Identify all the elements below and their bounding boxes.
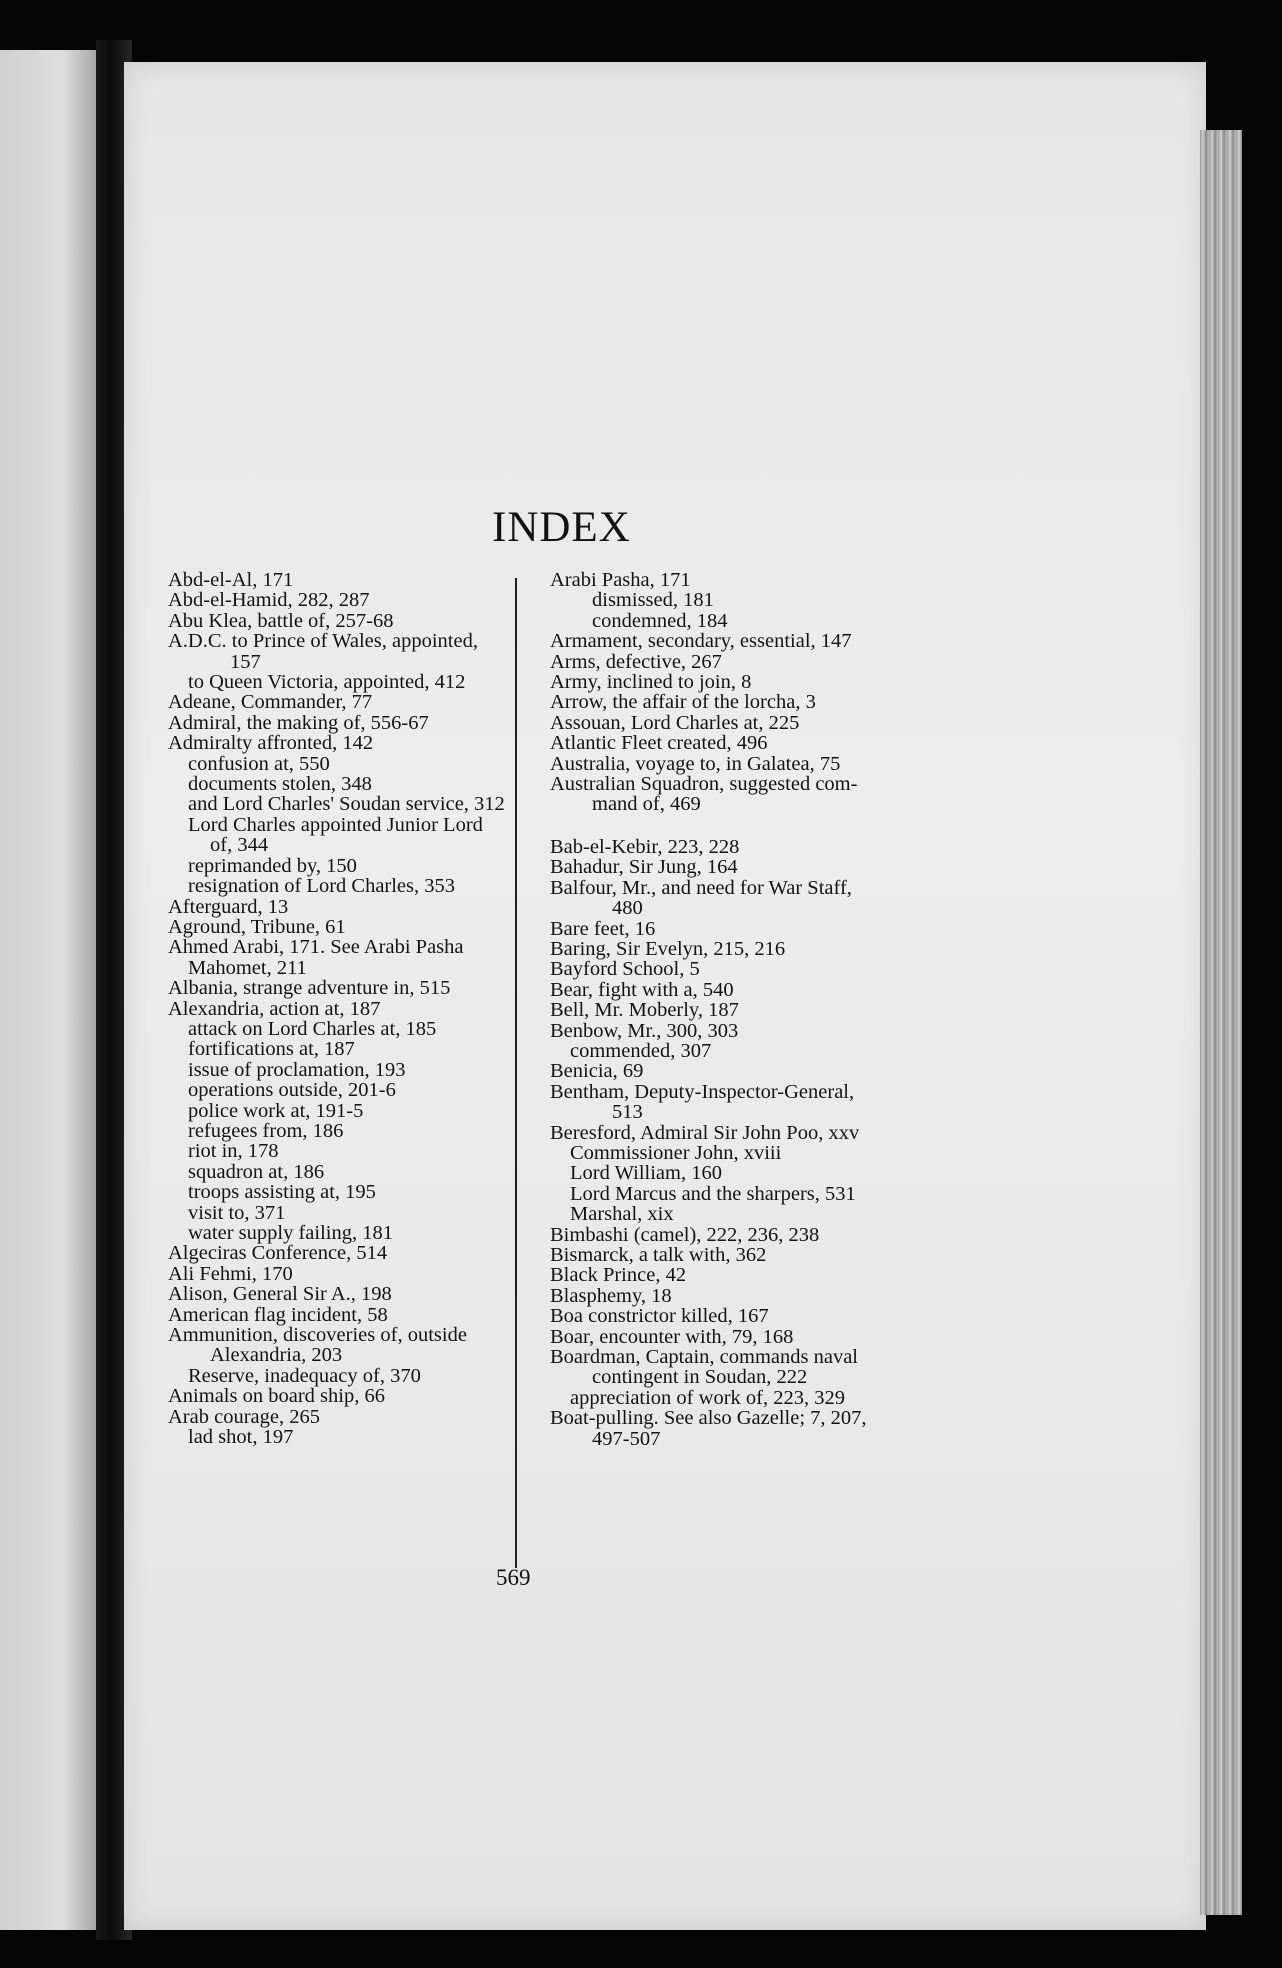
index-entry: Alexandria, 203 [210, 1344, 343, 1367]
index-entry: Ahmed Arabi, 171. See Arabi Pasha [168, 936, 464, 959]
index-entry: Assouan, Lord Charles at, 225 [550, 711, 800, 734]
index-entry: reprimanded by, 150 [188, 854, 357, 877]
index-entry: documents stolen, 348 [188, 773, 372, 796]
index-entry: of, 344 [210, 834, 269, 857]
index-entry: Alexandria, action at, 187 [168, 997, 381, 1020]
index-entry: Arab courage, 265 [168, 1405, 320, 1428]
index-entry: Reserve, inadequacy of, 370 [188, 1364, 421, 1387]
index-entry: fortifications at, 187 [188, 1038, 355, 1061]
index-entry: lad shot, 197 [188, 1426, 294, 1449]
index-entry: Black Prince, 42 [550, 1264, 687, 1287]
index-entry: Ali Fehmi, 170 [168, 1262, 293, 1285]
page-title: INDEX [492, 504, 631, 551]
index-entry: 497-507 [592, 1427, 661, 1450]
index-entry: mand of, 469 [592, 793, 701, 816]
index-entry: Bare feet, 16 [550, 917, 656, 940]
index-entry: Lord William, 160 [570, 1162, 722, 1185]
index-entry: Adeane, Commander, 77 [168, 691, 373, 714]
index-entry: Abd-el-Hamid, 282, 287 [168, 589, 370, 612]
index-entry: Bahadur, Sir Jung, 164 [550, 856, 738, 879]
page-edges [1200, 130, 1242, 1915]
index-entry: to Queen Victoria, appointed, 412 [188, 671, 466, 694]
index-entry: Mahomet, 211 [188, 956, 307, 979]
index-entry: Beresford, Admiral Sir John Poo, xxv [550, 1121, 860, 1144]
index-entry: visit to, 371 [188, 1201, 286, 1224]
index-entry: troops assisting at, 195 [188, 1181, 376, 1204]
index-entry: Abd-el-Al, 171 [168, 569, 294, 591]
index-entry: Arabi Pasha, 171 [550, 569, 691, 591]
index-entry: appreciation of work of, 223, 329 [570, 1386, 845, 1409]
index-entry: Arrow, the affair of the lorcha, 3 [550, 691, 816, 714]
facing-page [0, 50, 104, 1930]
index-entry: refugees from, 186 [188, 1119, 344, 1142]
index-entry: dismissed, 181 [592, 589, 714, 612]
index-entry: issue of proclamation, 193 [188, 1058, 406, 1081]
index-entry: Armament, secondary, essential, 147 [550, 630, 852, 653]
index-entry: 157 [230, 650, 261, 673]
index-column-left [168, 570, 548, 1447]
index-entry: attack on Lord Charles at, 185 [188, 1017, 437, 1040]
index-entry: Admiral, the making of, 556-67 [168, 711, 429, 734]
index-column-right [550, 570, 940, 1449]
index-entry: commended, 307 [570, 1039, 712, 1062]
index-entry: Army, inclined to join, 8 [550, 671, 752, 694]
index-entry: Lord Marcus and the sharpers, 531 [570, 1182, 856, 1205]
index-entry: American flag incident, 58 [168, 1303, 388, 1326]
index-entry: Benbow, Mr., 300, 303 [550, 1019, 739, 1042]
index-entry: water supply failing, 181 [188, 1222, 393, 1244]
index-entry: Bear, fight with a, 540 [550, 978, 734, 1001]
index-entry: Alison, General Sir A., 198 [168, 1283, 392, 1306]
index-entry: 513 [612, 1101, 643, 1124]
index-entry: Arms, defective, 267 [550, 650, 722, 673]
index-entry: Boat-pulling. See also Gazelle; 7, 207, [550, 1407, 867, 1430]
index-entry: resignation of Lord Charles, 353 [188, 875, 456, 898]
index-entry: Bimbashi (camel), 222, 236, 238 [550, 1223, 820, 1246]
index-entry: Albania, strange adventure in, 515 [168, 977, 451, 1000]
index-entry: Bentham, Deputy-Inspector-General, [550, 1080, 855, 1103]
index-entry: Australia, voyage to, in Galatea, 75 [550, 752, 841, 775]
index-entry: Commissioner John, xviii [570, 1141, 782, 1164]
index-entry: Ammunition, discoveries of, outside [168, 1324, 467, 1347]
index-entry: contingent in Soudan, 222 [592, 1366, 808, 1389]
index-entry: Boar, encounter with, 79, 168 [550, 1325, 794, 1348]
page-number: 569 [496, 1565, 531, 1590]
index-entry: Lord Charles appointed Junior Lord [188, 813, 483, 836]
index-entry: Benicia, 69 [550, 1060, 644, 1083]
column-divider [515, 578, 517, 1568]
index-entry: Marshal, xix [570, 1203, 674, 1226]
index-entry: Blasphemy, 18 [550, 1284, 672, 1307]
index-entry: Animals on board ship, 66 [168, 1385, 385, 1408]
index-entry: squadron at, 186 [188, 1160, 325, 1183]
index-entry: police work at, 191-5 [188, 1099, 364, 1122]
index-entry: Algeciras Conference, 514 [168, 1242, 388, 1265]
index-entry: Balfour, Mr., and need for War Staff, [550, 876, 852, 899]
index-entry: Bab-el-Kebir, 223, 228 [550, 835, 740, 858]
index-entry: Atlantic Fleet created, 496 [550, 732, 768, 755]
index-entry: riot in, 178 [188, 1140, 279, 1163]
index-entry: Boa constrictor killed, 167 [550, 1305, 769, 1328]
index-entry: Bell, Mr. Moberly, 187 [550, 999, 739, 1022]
index-entry: Abu Klea, battle of, 257-68 [168, 609, 394, 632]
index-entry: Bayford School, 5 [550, 958, 700, 981]
index-entry: Aground, Tribune, 61 [168, 915, 346, 938]
index-entry: Australian Squadron, suggested com- [550, 773, 858, 796]
index-entry: Admiralty affronted, 142 [168, 732, 374, 755]
index-entry: A.D.C. to Prince of Wales, appointed, [168, 630, 478, 653]
index-entry: condemned, 184 [592, 609, 728, 632]
index-entry: Afterguard, 13 [168, 895, 289, 918]
index-entry: confusion at, 550 [188, 752, 330, 775]
index-entry: 480 [612, 897, 643, 920]
index-entry: Baring, Sir Evelyn, 215, 216 [550, 937, 786, 960]
index-entry: and Lord Charles' Soudan service, 312 [188, 793, 505, 816]
index-entry: Bismarck, a talk with, 362 [550, 1244, 767, 1266]
index-entry: operations outside, 201-6 [188, 1079, 396, 1102]
index-entry: Boardman, Captain, commands naval [550, 1346, 858, 1369]
